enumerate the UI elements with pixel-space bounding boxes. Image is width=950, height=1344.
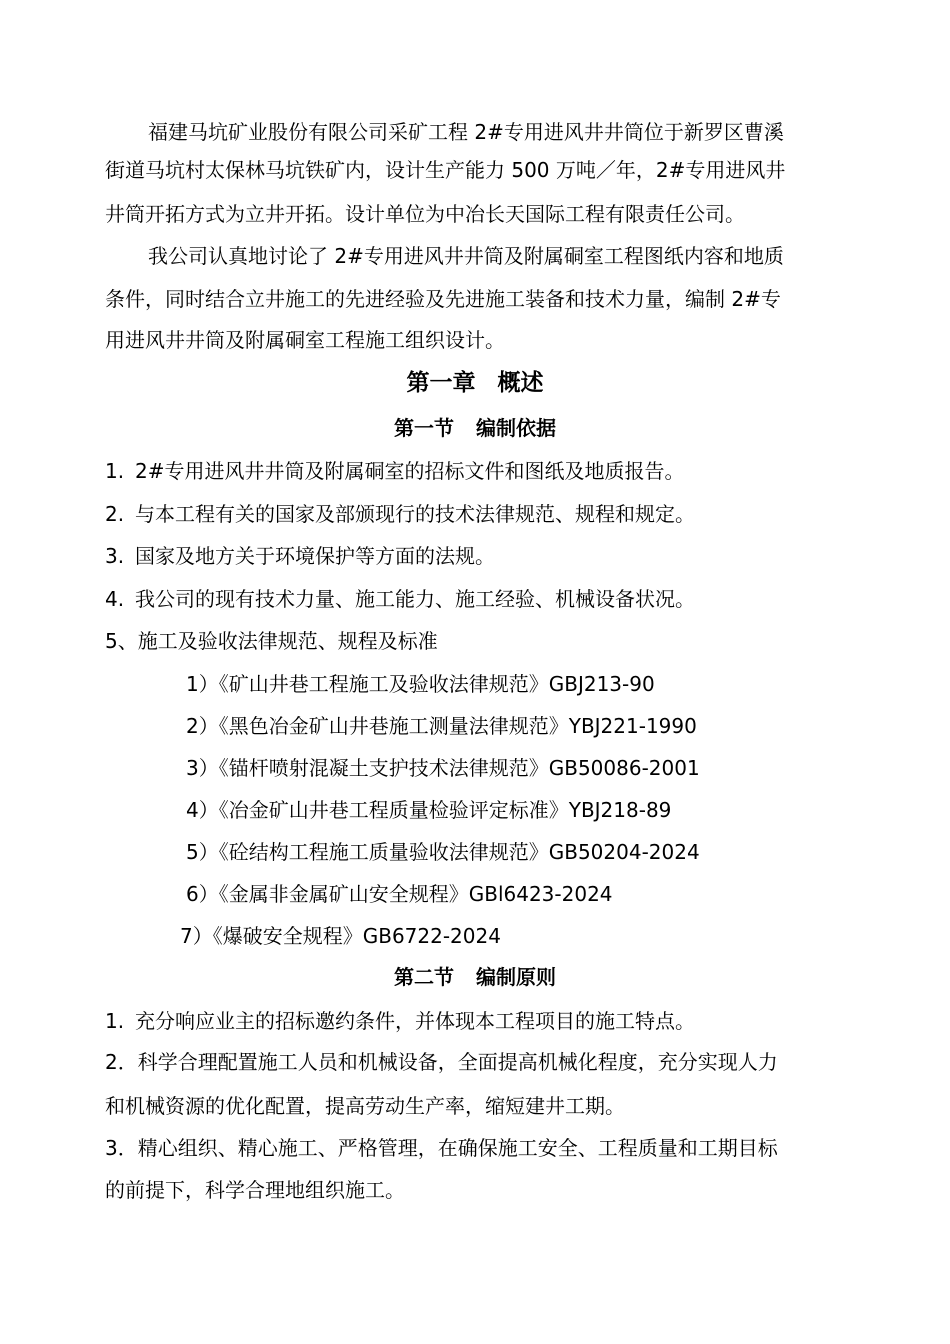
principle-item-1-num: 1. xyxy=(105,1009,125,1033)
chapter-title: 概述 xyxy=(497,370,544,396)
principle-item-1 xyxy=(105,1007,695,1035)
section1-heading xyxy=(0,414,950,442)
section1-label: 第一节 xyxy=(394,416,454,440)
principle-item-2-line-1: 2．科学合理配置施工人员和机械设备，全面提高机械化程度，充分实现人力 xyxy=(105,1050,778,1074)
chapter-label: 第一章 xyxy=(406,370,476,396)
basis-item-3-num: 3. xyxy=(105,544,125,568)
section2-heading xyxy=(0,963,950,991)
basis-item-2-text: 与本工程有关的国家及部颁现行的技术法律规范、规程和规定。 xyxy=(135,502,695,526)
chapter-heading xyxy=(0,367,950,399)
basis-item-1-num: 1. xyxy=(105,459,125,483)
principle-item-3-line-2: 的前提下，科学合理地组织施工。 xyxy=(105,1178,405,1202)
standard-item-5: 5）《砼结构工程施工质量验收法律规范》GB50204-2024 xyxy=(186,840,700,864)
principle-item-2-line-2: 和机械资源的优化配置，提高劳动生产率，缩短建井工期。 xyxy=(105,1094,625,1118)
basis-item-3 xyxy=(105,542,495,570)
basis-item-3-text: 国家及地方关于环境保护等方面的法规。 xyxy=(135,544,495,568)
standard-item-1: 1）《矿山井巷工程施工及验收法律规范》GBJ213-90 xyxy=(186,672,655,696)
basis-item-2-num: 2. xyxy=(105,502,125,526)
basis-item-2 xyxy=(105,500,695,528)
principle-item-1-text: 充分响应业主的招标邀约条件，并体现本工程项目的施工特点。 xyxy=(135,1009,695,1033)
basis-item-5: 5、施工及验收法律规范、规程及标准 xyxy=(105,629,438,653)
intro-p1-line-1: 福建马坑矿业股份有限公司采矿工程 2#专用进风井井筒位于新罗区曹溪 xyxy=(148,120,784,144)
intro-p1-line-2: 街道马坑村太保林马坑铁矿内，设计生产能力 500 万吨／年，2#专用进风井 xyxy=(105,158,786,182)
standard-item-4: 4）《冶金矿山井巷工程质量检验评定标准》YBJ218-89 xyxy=(186,798,672,822)
basis-item-4 xyxy=(105,585,695,613)
section1-title: 编制依据 xyxy=(476,416,556,440)
intro-p1-line-3: 井筒开拓方式为立井开拓。设计单位为中冶长天国际工程有限责任公司。 xyxy=(105,202,745,226)
standard-item-7: 7）《爆破安全规程》GB6722-2024 xyxy=(180,924,501,948)
standard-item-6: 6）《金属非金属矿山安全规程》GBl6423-2024 xyxy=(186,882,613,906)
basis-item-1-text: 2#专用进风井井筒及附属硐室的招标文件和图纸及地质报告。 xyxy=(135,459,685,483)
section2-label: 第二节 xyxy=(394,965,454,989)
intro-p2-line-2: 条件，同时结合立井施工的先进经验及先进施工装备和技术力量，编制 2#专 xyxy=(105,287,781,311)
standard-item-3: 3）《锚杆喷射混凝土支护技术法律规范》GB50086-2001 xyxy=(186,756,700,780)
section2-title: 编制原则 xyxy=(476,965,556,989)
standard-item-2: 2）《黑色冶金矿山井巷施工测量法律规范》YBJ221-1990 xyxy=(186,714,697,738)
basis-item-4-num: 4. xyxy=(105,587,125,611)
basis-item-4-text: 我公司的现有技术力量、施工能力、施工经验、机械设备状况。 xyxy=(135,587,695,611)
basis-item-1 xyxy=(105,457,684,485)
principle-item-3-line-1: 3．精心组织、精心施工、严格管理，在确保施工安全、工程质量和工期目标 xyxy=(105,1136,778,1160)
intro-p2-line-3: 用进风井井筒及附属硐室工程施工组织设计。 xyxy=(105,328,505,352)
intro-p2-line-1: 我公司认真地讨论了 2#专用进风井井筒及附属硐室工程图纸内容和地质 xyxy=(148,244,784,268)
